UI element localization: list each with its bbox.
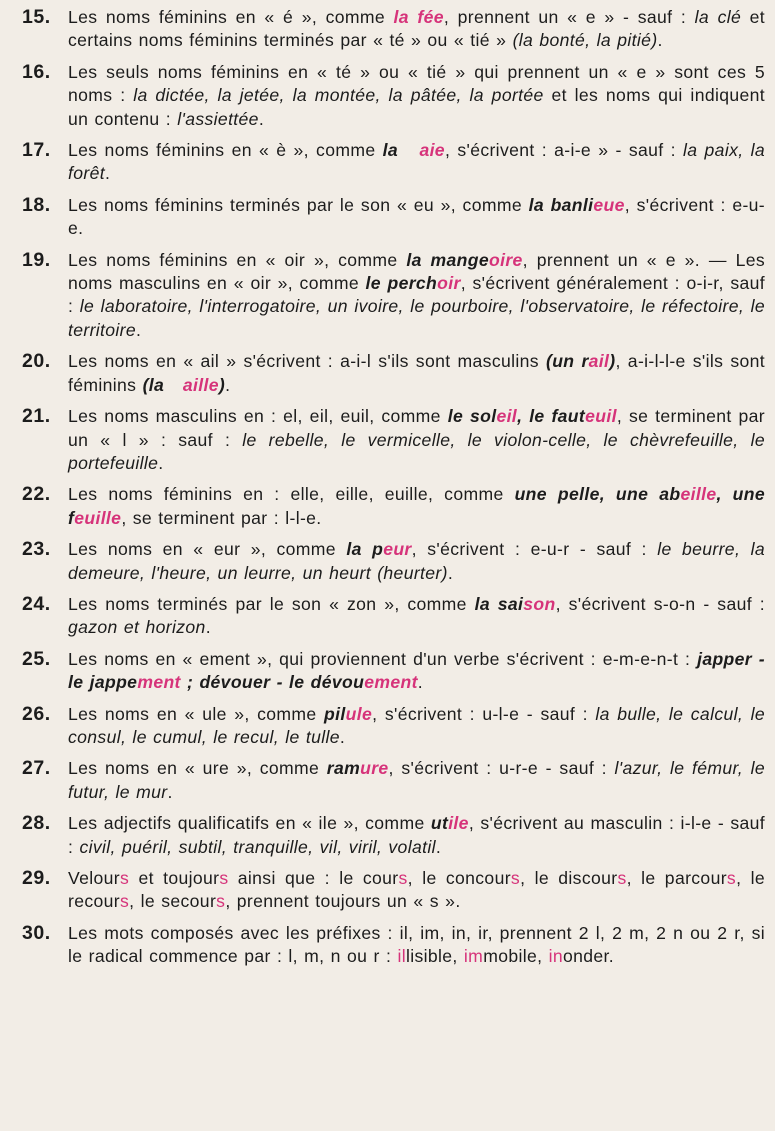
highlighted-ending: s xyxy=(119,891,130,912)
rule-item xyxy=(22,592,772,640)
highlighted-ending: ail xyxy=(588,351,610,372)
text-fragment: Les noms masculins en : el, eil, euil, comme xyxy=(68,406,448,427)
text-fragment: . xyxy=(417,672,424,693)
text-fragment: , le parcour xyxy=(626,868,727,888)
text-fragment: ) xyxy=(218,374,226,395)
text-fragment: . xyxy=(339,726,346,747)
text-fragment: , prennent un « e ». — Les noms masculins en « oir », comme xyxy=(68,249,772,294)
highlighted-ending: euil xyxy=(585,406,617,427)
rule-text xyxy=(68,483,772,530)
rules-list xyxy=(22,6,772,969)
text-fragment: , se terminent par : l-l-e. xyxy=(121,507,322,528)
text-fragment: le beurre, la demeure, l'heure, un leurre, un heurt (heurter) xyxy=(68,539,772,583)
text-fragment: l'assiettée xyxy=(177,108,259,129)
text-fragment: . xyxy=(657,30,663,51)
rule-item xyxy=(22,405,772,475)
highlighted-ending: ure xyxy=(360,758,389,779)
rule-number: 21. xyxy=(22,405,51,428)
text-fragment: , s'écrivent : a-i-e » - sauf : xyxy=(444,140,684,161)
text-fragment: , le concour xyxy=(407,868,511,888)
highlighted-ending: ile xyxy=(448,813,469,834)
rule-text xyxy=(68,194,765,241)
text-fragment: (la xyxy=(142,374,165,395)
text-fragment: , se terminent par un « l » : sauf : xyxy=(68,406,772,450)
text-fragment: ram xyxy=(326,758,361,779)
rule-item xyxy=(22,757,772,804)
text-fragment: . xyxy=(447,562,454,583)
rule-number: 22. xyxy=(22,483,51,506)
text-fragment: . xyxy=(136,319,142,340)
text-fragment: Les noms en « ure », comme xyxy=(68,758,327,779)
text-fragment: , s'écrivent : e-u-r - sauf : xyxy=(411,539,658,560)
rule-number: 16. xyxy=(22,60,51,83)
text-fragment: une pelle, une ab xyxy=(514,484,681,505)
text-fragment xyxy=(164,375,183,395)
text-fragment: Les noms en « eur », comme xyxy=(68,539,347,560)
text-fragment: la bulle, le calcul, le consul, le cumul, le recul, le tulle xyxy=(68,703,772,747)
text-fragment: la dictée, la jetée, la montée, la pâtée, la portée xyxy=(133,85,544,106)
highlighted-ending: eue xyxy=(593,194,625,215)
text-fragment: . xyxy=(225,374,231,395)
text-fragment: . xyxy=(158,452,164,473)
text-fragment: Les noms féminins en : elle, eille, euille, comme xyxy=(68,484,515,505)
text-fragment: le perch xyxy=(365,273,438,294)
rule-number: 18. xyxy=(22,193,51,216)
highlighted-ending: eille xyxy=(680,484,717,505)
highlighted-ending: aie xyxy=(419,140,445,161)
text-fragment: . xyxy=(258,108,265,129)
text-fragment: ut xyxy=(430,813,449,834)
text-fragment: ainsi que : le cour xyxy=(228,868,399,888)
highlighted-ending: s xyxy=(510,868,521,888)
rule-item xyxy=(22,647,772,695)
rule-text xyxy=(68,703,772,750)
text-fragment: Velour xyxy=(68,868,120,888)
highlighted-ending: s xyxy=(726,868,737,888)
text-fragment: , le recour xyxy=(68,868,772,912)
text-fragment: . xyxy=(167,781,173,802)
rule-item xyxy=(22,867,772,914)
text-fragment: gazon et horizon xyxy=(68,617,206,638)
highlighted-ending: aille xyxy=(182,374,219,395)
rule-item xyxy=(22,538,772,585)
text-fragment: Les noms terminés par le son « zon », comme xyxy=(68,593,475,614)
text-fragment: onder. xyxy=(563,946,615,967)
text-fragment: , s'écrivent : u-l-e - sauf : xyxy=(372,703,596,724)
text-fragment: , le discour xyxy=(520,868,618,888)
text-fragment: , prennent un « e » - sauf : xyxy=(443,7,695,27)
rule-text xyxy=(68,648,772,695)
text-fragment: le rebelle, le vermicelle, le violon-celle, le chèvrefeuille, le portefeuille xyxy=(68,429,772,473)
highlighted-ending: eil xyxy=(496,406,518,427)
rule-text xyxy=(68,922,772,969)
highlighted-ending: in xyxy=(548,946,563,967)
rule-text xyxy=(68,249,772,343)
rule-item xyxy=(22,483,772,530)
rule-number: 28. xyxy=(22,812,51,835)
text-fragment: la sai xyxy=(474,593,524,614)
rule-number: 17. xyxy=(22,139,51,162)
rule-number: 23. xyxy=(22,538,51,561)
rule-item xyxy=(22,248,772,343)
text-fragment: , une f xyxy=(68,484,772,528)
text-fragment: Les mots composés avec les préfixes : il, im, in, ir, prennent 2 l, 2 m, 2 n ou 2 r, si le radical commence par : l, m, n ou r : xyxy=(68,922,772,967)
text-fragment: , s'écrivent au masculin : i-l-e - sauf : xyxy=(68,813,772,857)
rule-number: 20. xyxy=(22,350,51,373)
rule-number: 19. xyxy=(22,248,51,271)
highlighted-ending: s xyxy=(398,868,408,888)
text-fragment: et toujour xyxy=(129,868,220,888)
text-fragment: mobile, xyxy=(483,946,549,967)
text-fragment: ) xyxy=(609,351,616,372)
text-fragment: (la bonté, la pitié) xyxy=(512,30,658,51)
text-fragment: et certains noms féminins terminés par « té » ou « tié » xyxy=(68,7,772,51)
highlighted-ending: oir xyxy=(437,273,461,294)
highlighted-ending: s xyxy=(120,868,130,888)
highlighted-ending: eur xyxy=(383,539,412,560)
text-fragment: , prennent toujours un « s ». xyxy=(225,891,461,912)
text-fragment: l'azur, le fémur, le futur, le mur xyxy=(68,758,772,802)
highlighted-ending: son xyxy=(523,593,556,614)
rule-item xyxy=(22,921,772,969)
text-fragment: la xyxy=(382,140,398,161)
highlighted-ending: s xyxy=(216,891,226,912)
text-fragment: . xyxy=(435,836,442,857)
rule-item xyxy=(22,702,772,750)
rule-text xyxy=(68,593,772,640)
text-fragment: , s'écrivent : e-u-e. xyxy=(68,194,766,239)
highlighted-ending: la fée xyxy=(393,7,444,27)
rule-item xyxy=(22,139,772,186)
rule-number: 25. xyxy=(22,647,51,670)
text-fragment: ; dévouer - le dévou xyxy=(180,672,365,693)
text-fragment: , a-i-l-l-e s'ils sont féminins xyxy=(68,351,772,395)
text-fragment: Les noms féminins en « è », comme xyxy=(68,140,383,161)
text-fragment: Les noms en « ail » s'écrivent : a-i-l s'ils sont masculins xyxy=(68,351,546,372)
rule-text xyxy=(68,538,772,585)
text-fragment: , s'écrivent : u-r-e - sauf : xyxy=(388,758,615,779)
rule-text xyxy=(68,139,772,186)
text-fragment: et les noms qui indiquent un contenu : xyxy=(68,85,772,129)
text-fragment: le laboratoire, l'interrogatoire, un ivoire, le pourboire, l'observatoire, le réfectoire, le territoire xyxy=(68,296,772,340)
text-fragment: lisible, xyxy=(405,946,464,967)
rule-text xyxy=(68,867,772,914)
rule-number: 24. xyxy=(22,592,51,615)
rule-item xyxy=(22,60,772,131)
rule-number: 30. xyxy=(22,921,51,944)
rule-text xyxy=(68,405,772,475)
text-fragment: la p xyxy=(346,539,384,560)
text-fragment: pil xyxy=(324,703,346,724)
text-fragment: civil, puéril, subtil, tranquille, vil, viril, volatil xyxy=(79,836,436,857)
text-fragment: Les noms en « ement », qui proviennent d'un verbe s'écrivent : e-m-e-n-t : xyxy=(68,648,698,669)
highlighted-ending: ment xyxy=(137,672,181,693)
highlighted-ending: im xyxy=(463,946,484,967)
text-fragment: (un r xyxy=(545,351,589,372)
rule-text xyxy=(68,812,772,859)
text-fragment: Les noms féminins en « oir », comme xyxy=(68,249,407,270)
text-fragment: , le faut xyxy=(517,406,586,427)
text-fragment: Les seuls noms féminins en « té » ou « tié » qui prennent un « e » sont ces 5 noms : xyxy=(68,61,772,106)
rule-item xyxy=(22,194,765,241)
highlighted-ending: il xyxy=(397,946,406,967)
text-fragment: Les noms féminins en « é », comme xyxy=(68,7,394,27)
text-fragment: le sol xyxy=(447,406,497,427)
text-fragment xyxy=(398,140,419,160)
text-fragment: , s'écrivent s-o-n - sauf : xyxy=(555,593,772,614)
rule-number: 29. xyxy=(22,867,51,889)
text-fragment: la mange xyxy=(406,249,489,270)
highlighted-ending: ule xyxy=(345,703,373,724)
rule-text xyxy=(68,757,772,804)
rule-number: 26. xyxy=(22,702,51,725)
rule-text xyxy=(68,61,772,131)
text-fragment: , s'écrivent généralement : o-i-r, sauf : xyxy=(68,273,772,317)
rule-item xyxy=(22,350,772,397)
rule-item xyxy=(22,6,772,53)
text-fragment: japper - le jappe xyxy=(68,648,772,693)
highlighted-ending: euille xyxy=(74,507,122,528)
rule-text xyxy=(68,350,772,397)
text-fragment: Les adjectifs qualificatifs en « ile », comme xyxy=(68,813,431,834)
highlighted-ending: s xyxy=(617,868,627,888)
text-fragment: . xyxy=(104,163,111,184)
text-fragment: , le secour xyxy=(129,891,217,912)
highlighted-ending: s xyxy=(219,868,229,888)
text-fragment: Les noms en « ule », comme xyxy=(68,703,325,724)
rule-number: 27. xyxy=(22,757,51,780)
text-fragment: la paix, la forêt xyxy=(68,140,772,184)
rule-text xyxy=(68,6,772,53)
text-fragment: . xyxy=(205,617,211,638)
rule-item xyxy=(22,812,772,859)
rule-number: 15. xyxy=(22,6,51,28)
highlighted-ending: oire xyxy=(488,249,523,270)
text-fragment: Les noms féminins terminés par le son « eu », comme xyxy=(68,194,529,215)
text-fragment: la clé xyxy=(694,7,742,27)
text-fragment: la banli xyxy=(528,194,594,215)
highlighted-ending: ement xyxy=(364,672,418,693)
